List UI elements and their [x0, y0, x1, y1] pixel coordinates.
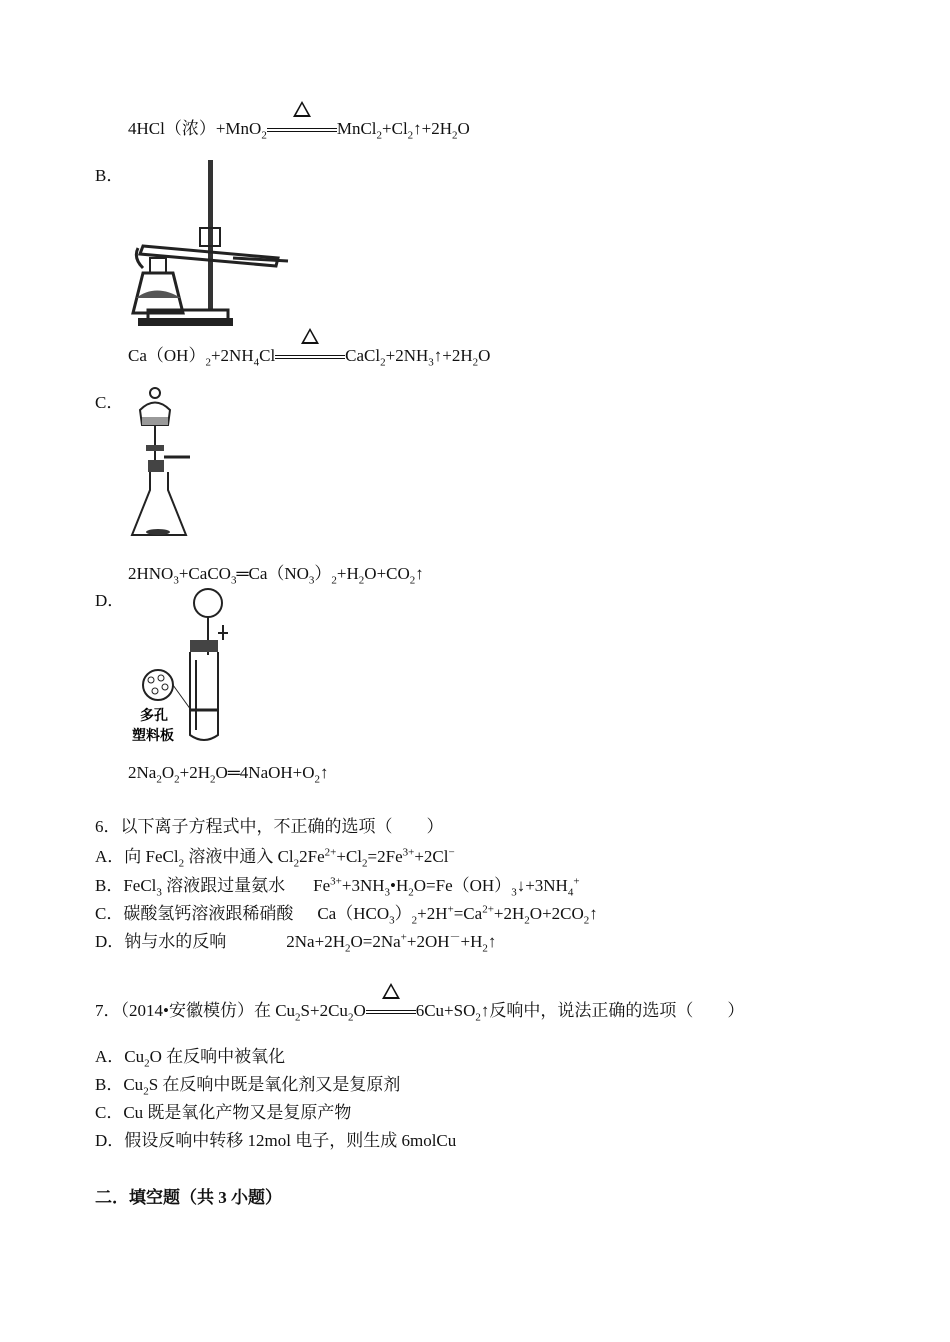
- delta-icon: [301, 328, 319, 344]
- q6-option-b: B．FeCl$_3$ 溶液跟过量氨水 $Fe^{3+}+3NH_3•H_2O=Fe(OH)_3↓+3NH_4^+$: [95, 875, 580, 899]
- heat-equals-sign: [366, 1007, 416, 1017]
- q6-option-c: C．碳酸氢钙溶液跟稀硝酸 $Ca(HCO_3)_2+2H^+=Ca^{2+}+2H_2O+2CO_2↑$: [95, 903, 598, 927]
- question-7-stem: 7．（2014•安徽模仿）在 $Cu_2S+2Cu_2O$ $6Cu+SO_2↑$反响中，说法正确的选项（ ）: [95, 1000, 744, 1022]
- question-6-stem: 6．以下离子方程式中，不正确的选项（ ）: [95, 817, 444, 836]
- option-d-label: D．: [95, 591, 125, 610]
- option-c-equation: $2HNO_3+CaCO_3═Ca(NO_3)_2+H_2O+CO_2↑$: [128, 564, 424, 587]
- delta-icon: [382, 983, 400, 999]
- option-b-equation: $Ca(OH)_2+2NH_4Cl$ $CaCl_2+2NH_3↑+2H_2O$: [128, 345, 490, 367]
- flask-funnel-figure: [128, 385, 208, 545]
- option-a-equation: 4HCl（浓）+MnO$_2$ $MnCl_2+Cl_2↑+2H_2O$: [128, 118, 470, 140]
- q7-option-c: C．Cu 既是氧化产物又是复原产物: [95, 1103, 352, 1122]
- fig-label-plate: 塑料板: [132, 728, 174, 744]
- delta-icon: [293, 101, 311, 117]
- fig-label-porous: 多孔: [140, 708, 168, 724]
- q7-option-b: B．$Cu_2S$ 在反响中既是氧化剂又是复原剂: [95, 1075, 401, 1098]
- q6-option-a: A．向 FeCl$_2$ 溶液中通入 $Cl_22Fe^{2+}+Cl_2=2Fe^{3+}+2Cl^-$: [95, 846, 455, 870]
- heat-equals-sign: [275, 352, 345, 362]
- q6-option-d: D．钠与水的反响 $2Na+2H_2O=2Na^++2OH^-+H_2↑$: [95, 931, 497, 955]
- section-2-heading: 二．填空题（共 3 小题）: [95, 1188, 282, 1207]
- q7-option-d: D．假设反响中转移 12mol 电子，则生成 6molCu: [95, 1131, 457, 1150]
- heat-equals-sign: [267, 125, 337, 135]
- q7-option-a: A．$Cu_2O$ 在反响中被氧化: [95, 1047, 286, 1070]
- gas-generator-figure: [128, 585, 238, 745]
- heating-apparatus-figure: [128, 158, 293, 333]
- option-d-equation: $2Na_2O_2+2H_2O═4NaOH+O_2↑$: [128, 763, 329, 786]
- option-b-label: B．: [95, 166, 124, 185]
- option-c-label: C．: [95, 393, 124, 412]
